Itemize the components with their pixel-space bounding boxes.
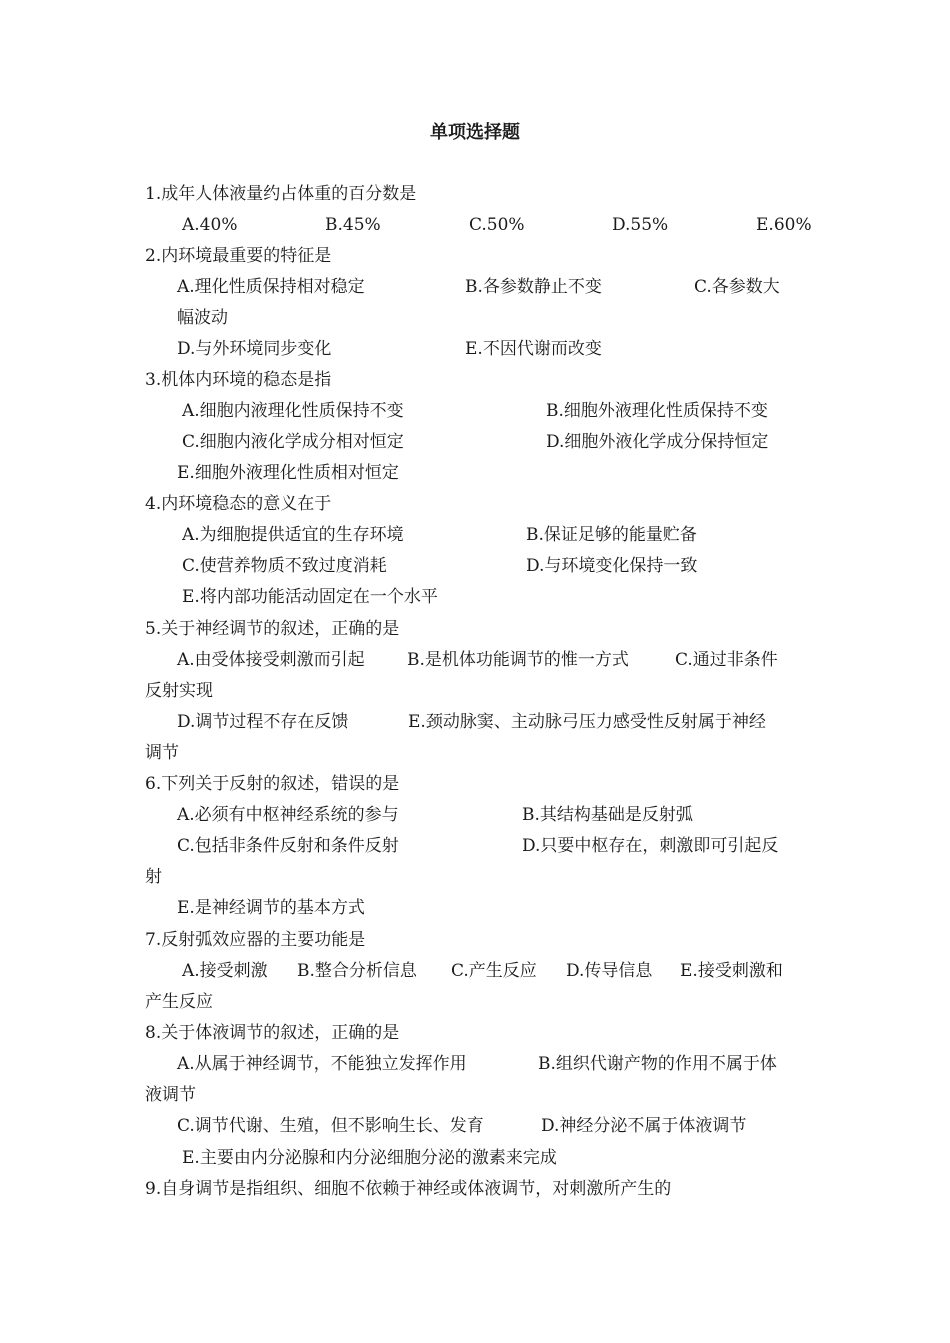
question-4-option-e: E.将内部功能活动固定在一个水平	[182, 587, 438, 607]
question-5-option-c-continued: 反射实现	[145, 681, 213, 701]
question-6-option-b: B.其结构基础是反射弧	[522, 805, 693, 825]
question-4-option-b: B.保证足够的能量贮备	[526, 525, 697, 545]
question-7-option-a: A.接受刺激	[182, 961, 268, 981]
question-3-option-e: E.细胞外液理化性质相对恒定	[177, 463, 399, 483]
question-8-option-b: B.组织代谢产物的作用不属于体	[538, 1054, 777, 1074]
question-7-option-b: B.整合分析信息	[297, 961, 417, 981]
question-9-stem: 9.自身调节是指组织、细胞不依赖于神经或体液调节，对刺激所产生的	[145, 1179, 672, 1199]
question-4-option-c: C.使营养物质不致过度消耗	[182, 556, 387, 576]
question-1-option-c: C.50%	[469, 215, 525, 235]
question-1-option-e: E.60%	[756, 215, 812, 235]
page-title: 单项选择题	[430, 122, 520, 143]
question-2-option-e: E.不因代谢而改变	[465, 339, 602, 359]
question-6-option-a: A.必须有中枢神经系统的参与	[177, 805, 399, 825]
question-7-option-e-continued: 产生反应	[145, 992, 213, 1012]
question-6-option-d-continued: 射	[145, 867, 162, 887]
question-6-stem: 6.下列关于反射的叙述，错误的是	[145, 774, 400, 794]
question-2-option-d: D.与外环境同步变化	[177, 339, 332, 359]
question-8-option-e: E.主要由内分泌腺和内分泌细胞分泌的激素来完成	[182, 1148, 557, 1168]
question-4-option-d: D.与环境变化保持一致	[526, 556, 698, 576]
question-6-option-e: E.是神经调节的基本方式	[177, 898, 365, 918]
question-8-option-c: C.调节代谢、生殖，但不影响生长、发育	[177, 1116, 484, 1136]
question-3-option-a: A.细胞内液理化性质保持不变	[182, 401, 404, 421]
question-5-option-d: D.调节过程不存在反馈	[177, 712, 349, 732]
question-7-stem: 7.反射弧效应器的主要功能是	[145, 930, 366, 950]
question-8-stem: 8.关于体液调节的叙述，正确的是	[145, 1023, 400, 1043]
question-7-option-d: D.传导信息	[566, 961, 653, 981]
question-3-option-c: C.细胞内液化学成分相对恒定	[182, 432, 404, 452]
question-5-option-c: C.通过非条件	[675, 650, 778, 670]
question-1-option-b: B.45%	[325, 215, 381, 235]
question-2-option-b: B.各参数静止不变	[465, 277, 602, 297]
question-1-option-d: D.55%	[612, 215, 669, 235]
question-3-option-b: B.细胞外液理化性质保持不变	[546, 401, 768, 421]
question-2-option-c-continued: 幅波动	[177, 308, 228, 328]
question-2-option-a: A.理化性质保持相对稳定	[177, 277, 365, 297]
question-5-option-a: A.由受体接受刺激而引起	[177, 650, 365, 670]
question-5-stem: 5.关于神经调节的叙述，正确的是	[145, 619, 400, 639]
question-1-option-a: A.40%	[182, 215, 238, 235]
question-7-option-c: C.产生反应	[451, 961, 537, 981]
question-2-option-c: C.各参数大	[694, 277, 780, 297]
question-1-stem: 1.成年人体液量约占体重的百分数是	[145, 184, 417, 204]
question-7-option-e: E.接受刺激和	[680, 961, 783, 981]
question-4-stem: 4.内环境稳态的意义在于	[145, 494, 332, 514]
question-8-option-a: A.从属于神经调节，不能独立发挥作用	[177, 1054, 467, 1074]
question-5-option-e: E.颈动脉窦、主动脉弓压力感受性反射属于神经	[408, 712, 766, 732]
question-8-option-b-continued: 液调节	[145, 1085, 196, 1105]
question-3-option-d: D.细胞外液化学成分保持恒定	[546, 432, 769, 452]
question-8-option-d: D.神经分泌不属于体液调节	[541, 1116, 747, 1136]
question-2-stem: 2.内环境最重要的特征是	[145, 246, 332, 266]
question-5-option-b: B.是机体功能调节的惟一方式	[407, 650, 629, 670]
question-6-option-c: C.包括非条件反射和条件反射	[177, 836, 399, 856]
question-4-option-a: A.为细胞提供适宜的生存环境	[182, 525, 404, 545]
question-6-option-d: D.只要中枢存在，刺激即可引起反	[522, 836, 779, 856]
question-3-stem: 3.机体内环境的稳态是指	[145, 370, 332, 390]
question-5-option-e-continued: 调节	[145, 743, 179, 763]
